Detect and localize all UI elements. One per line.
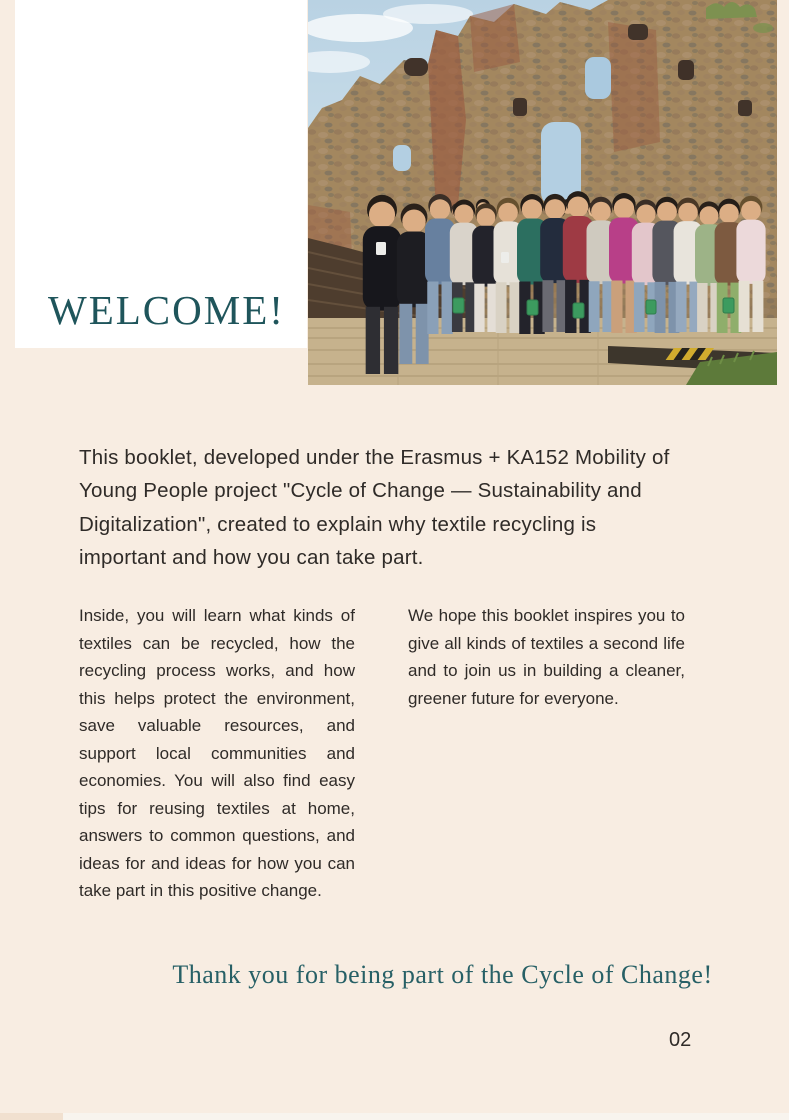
title-panel — [15, 0, 307, 348]
page-edge-strip-right — [63, 1113, 789, 1120]
closing-line: Thank you for being part of the Cycle of Change! — [172, 960, 713, 989]
page-edge-strip-left — [0, 1113, 63, 1120]
body-column-left: Inside, you will learn what kinds of textiles can be recycled, how the recycling process works, and how this helps protect the environment, save valuable resources, and support local communities and economies. You will also find easy tips for reusing textiles at home, answers to common questions, and ideas for and ideas for how you can take part in this positive change. — [79, 606, 355, 900]
page-title: WELCOME! — [48, 287, 285, 333]
group-photo-illustration — [308, 0, 777, 385]
body-column-right: We hope this booklet inspires you to give all kinds of textiles a second life and to join us in building a cleaner, greener future for everyone. — [408, 606, 685, 708]
group-photo — [308, 0, 777, 385]
page-number: 02 — [669, 1029, 692, 1051]
intro-paragraph: This booklet, developed under the Erasmus + KA152 Mobility of Young People project "Cycle of Change — Sustainability and Digitalization", created to explain why textile recycling is important and how you can take part. — [79, 445, 670, 569]
